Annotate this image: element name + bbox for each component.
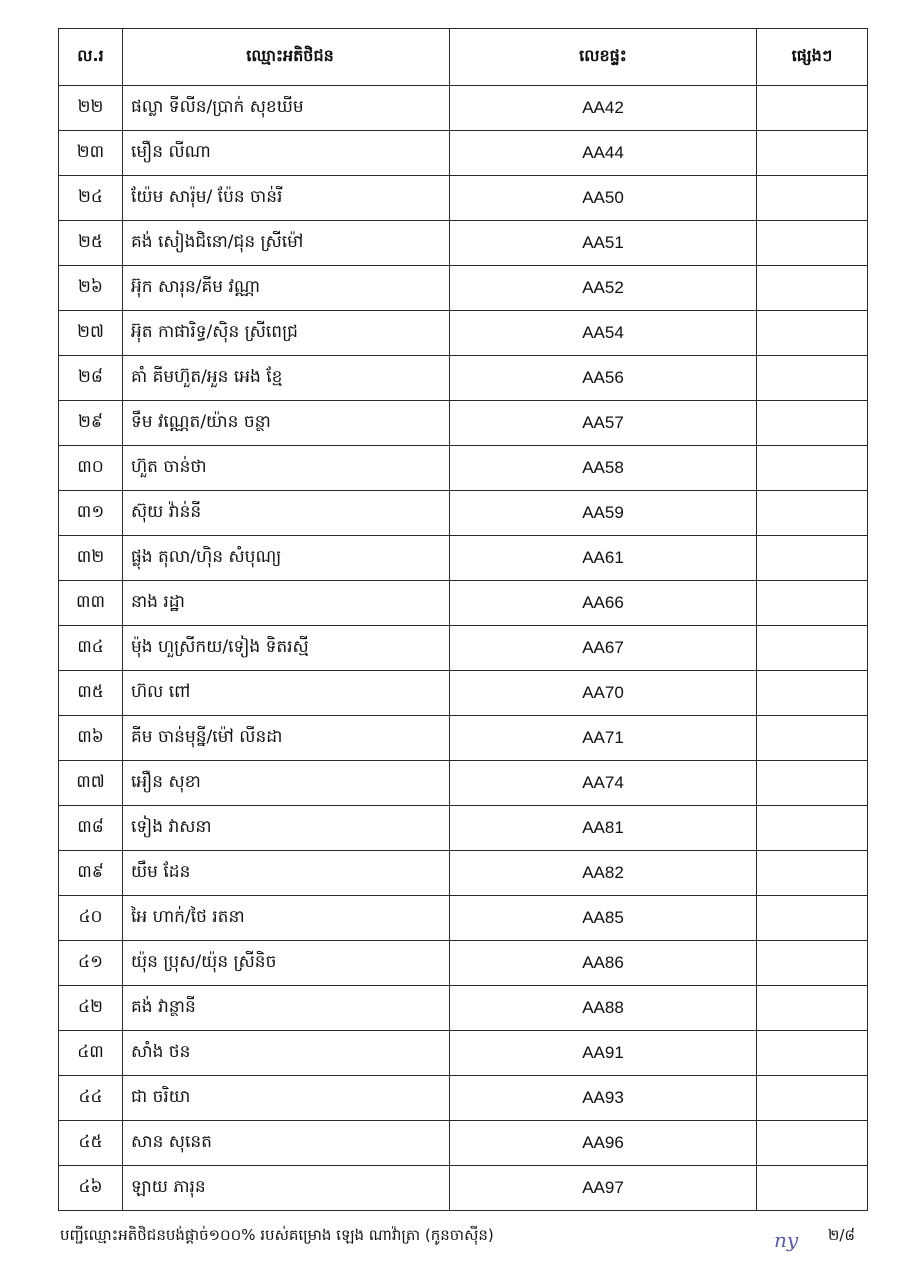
customer-name: ស៊ុយ វ៉ាន់នី	[123, 491, 450, 536]
other-note	[757, 221, 868, 266]
other-note	[757, 131, 868, 176]
customer-name: ផល្លា ទីលីន/ប្រាក់ សុខឃីម	[123, 86, 450, 131]
customer-name: ទឹម វណ្ណេត/យ៉ាន ចន្ថា	[123, 401, 450, 446]
row-number: ២៤	[59, 176, 123, 221]
row-number: ៤៣	[59, 1031, 123, 1076]
header-other: ផ្សេងៗ	[757, 29, 868, 86]
table-row	[59, 986, 868, 1031]
house-number: AA93	[450, 1076, 757, 1121]
table-row	[59, 1076, 868, 1121]
table-row	[59, 1121, 868, 1166]
house-number: AA57	[450, 401, 757, 446]
house-number: AA56	[450, 356, 757, 401]
customer-name: យ៉ុន ប្រុស/យ៉ុន ស្រីនិច	[123, 941, 450, 986]
customer-name: អឿន សុខា	[123, 761, 450, 806]
row-number: ៣៦	[59, 716, 123, 761]
other-note	[757, 1031, 868, 1076]
table-row	[59, 581, 868, 626]
house-number: AA96	[450, 1121, 757, 1166]
row-number: ២៦	[59, 266, 123, 311]
customer-name: ឡាយ ភារុន	[123, 1166, 450, 1211]
row-number: ២២	[59, 86, 123, 131]
other-note	[757, 896, 868, 941]
house-number: AA88	[450, 986, 757, 1031]
customer-name: ហ៊ល ពៅ	[123, 671, 450, 716]
other-note	[757, 806, 868, 851]
house-number: AA52	[450, 266, 757, 311]
table-row	[59, 671, 868, 716]
other-note	[757, 536, 868, 581]
table-header-row	[59, 29, 868, 86]
house-number: AA81	[450, 806, 757, 851]
table-row	[59, 131, 868, 176]
other-note	[757, 671, 868, 716]
house-number: AA71	[450, 716, 757, 761]
other-note	[757, 1166, 868, 1211]
house-number: AA70	[450, 671, 757, 716]
house-number: AA85	[450, 896, 757, 941]
table-row	[59, 896, 868, 941]
other-note	[757, 86, 868, 131]
table-row	[59, 221, 868, 266]
house-number: AA82	[450, 851, 757, 896]
other-note	[757, 626, 868, 671]
table-row	[59, 761, 868, 806]
customer-name: ជា ចរិយា	[123, 1076, 450, 1121]
customer-name: ម៉ុង ហួស្រីកយ/ទៀង ទិតរស្មី	[123, 626, 450, 671]
table-row	[59, 1166, 868, 1211]
customer-name: គីម ចាន់មុន្នី/ម៉ៅ លីនដា	[123, 716, 450, 761]
customer-name: សាន សុនេត	[123, 1121, 450, 1166]
customer-name: មឿន លីណា	[123, 131, 450, 176]
house-number: AA61	[450, 536, 757, 581]
row-number: ៤១	[59, 941, 123, 986]
house-number: AA42	[450, 86, 757, 131]
other-note	[757, 356, 868, 401]
customer-name: ទៀង វាសនា	[123, 806, 450, 851]
table-row	[59, 941, 868, 986]
row-number: ២៧	[59, 311, 123, 356]
header-customer-name: ឈ្មោះអតិថិជន	[123, 29, 450, 86]
table-row	[59, 311, 868, 356]
row-number: ៤០	[59, 896, 123, 941]
house-number: AA97	[450, 1166, 757, 1211]
customer-name: យ៉ែម សារ៉ុម/ ប៉ែន ចាន់រី	[123, 176, 450, 221]
other-note	[757, 851, 868, 896]
row-number: ៣៥	[59, 671, 123, 716]
row-number: ៣៤	[59, 626, 123, 671]
handwritten-initial: ny	[774, 1228, 799, 1252]
row-number: ៣៩	[59, 851, 123, 896]
house-number: AA50	[450, 176, 757, 221]
table-row	[59, 446, 868, 491]
customer-table	[58, 28, 868, 1211]
other-note	[757, 266, 868, 311]
table-row	[59, 1031, 868, 1076]
house-number: AA51	[450, 221, 757, 266]
customer-name: អ៊ុត កាផារិទ្ធ/ស៊ិន ស្រីពេជ្រ	[123, 311, 450, 356]
other-note	[757, 581, 868, 626]
house-number: AA66	[450, 581, 757, 626]
table-row	[59, 176, 868, 221]
header-house-number: លេខផ្ទះ	[450, 29, 757, 86]
row-number: ៤៦	[59, 1166, 123, 1211]
row-number: ៤៥	[59, 1121, 123, 1166]
customer-name: នាង រដ្ឋា	[123, 581, 450, 626]
row-number: ៤២	[59, 986, 123, 1031]
other-note	[757, 176, 868, 221]
table-row	[59, 716, 868, 761]
customer-name: គង់ សៀងជិនោ/ជុន ស្រីម៉ៅ	[123, 221, 450, 266]
customer-name: អ៊ុក សារុន/គីម វណ្ណា	[123, 266, 450, 311]
table-row	[59, 806, 868, 851]
house-number: AA86	[450, 941, 757, 986]
customer-name: អៃ ហាក់/ថៃ រតនា	[123, 896, 450, 941]
row-number: ៣២	[59, 536, 123, 581]
table-row	[59, 401, 868, 446]
other-note	[757, 716, 868, 761]
page-footer	[60, 1226, 860, 1252]
table-row	[59, 536, 868, 581]
house-number: AA58	[450, 446, 757, 491]
table-row	[59, 626, 868, 671]
house-number: AA67	[450, 626, 757, 671]
other-note	[757, 761, 868, 806]
other-note	[757, 401, 868, 446]
customer-name: គង់ វាន្ថានី	[123, 986, 450, 1031]
other-note	[757, 986, 868, 1031]
house-number: AA59	[450, 491, 757, 536]
customer-name: យឹម ដែន	[123, 851, 450, 896]
other-note	[757, 1121, 868, 1166]
table-row	[59, 491, 868, 536]
customer-name: ហ៊ួត ចាន់ថា	[123, 446, 450, 491]
table-row	[59, 851, 868, 896]
row-number: ៣៨	[59, 806, 123, 851]
table-row	[59, 86, 868, 131]
table-row	[59, 266, 868, 311]
row-number: ២៨	[59, 356, 123, 401]
row-number: ២៥	[59, 221, 123, 266]
house-number: AA91	[450, 1031, 757, 1076]
row-number: ៣៣	[59, 581, 123, 626]
other-note	[757, 941, 868, 986]
customer-name: សាំង ថន	[123, 1031, 450, 1076]
other-note	[757, 1076, 868, 1121]
other-note	[757, 491, 868, 536]
footer-caption: បញ្ជីឈ្មោះអតិថិជនបង់ផ្តាច់១០០% របស់គម្រោង ឡេង ណាវ៉ាត្រា (កូនចាស៊ីន)	[60, 1226, 494, 1244]
house-number: AA54	[450, 311, 757, 356]
header-number: ល.រ	[59, 29, 123, 86]
house-number: AA44	[450, 131, 757, 176]
other-note	[757, 446, 868, 491]
row-number: ៣១	[59, 491, 123, 536]
row-number: ៤៤	[59, 1076, 123, 1121]
page-number: ២/៨	[828, 1226, 856, 1244]
table-body	[59, 86, 868, 1211]
table-row	[59, 356, 868, 401]
customer-name: ផ្លុង តុលា/ហ៊ិន សំបុណ្យ	[123, 536, 450, 581]
house-number: AA74	[450, 761, 757, 806]
row-number: ៣៧	[59, 761, 123, 806]
row-number: ២៣	[59, 131, 123, 176]
customer-name: គាំ គីមហ៊ួត/អួន អេង ខ្មែ	[123, 356, 450, 401]
other-note	[757, 311, 868, 356]
row-number: ៣០	[59, 446, 123, 491]
row-number: ២៩	[59, 401, 123, 446]
